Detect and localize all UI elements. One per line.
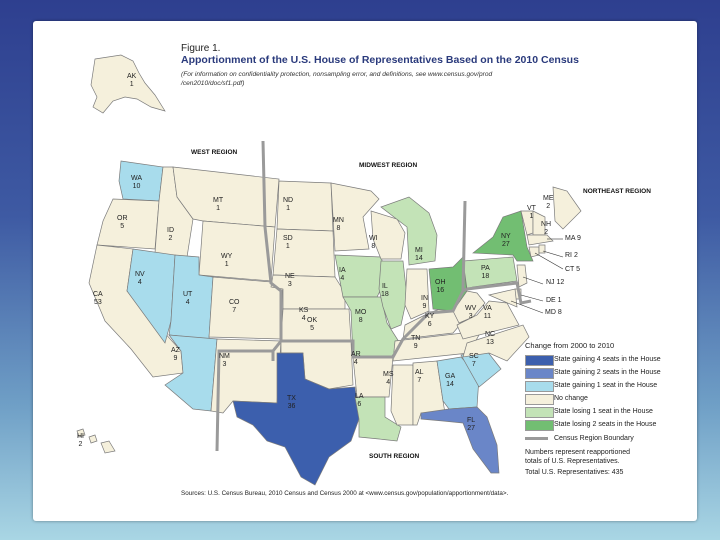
figure-note-line1: (For information on confidentiality protection, nonsampling error, and definitions, see www.census.gov/prod — [181, 71, 493, 78]
state-label-sc — [469, 353, 479, 369]
state-abbr: AR — [351, 351, 361, 358]
state-label-oh — [435, 279, 446, 295]
state-label-ms — [383, 371, 394, 387]
state-abbr: FL — [467, 417, 476, 424]
state-abbr: WI — [369, 235, 378, 242]
state-abbr: WY — [221, 253, 233, 260]
state-abbr: NC — [485, 331, 496, 338]
state-seats: 2 — [78, 441, 83, 448]
callout-label-de: DE 1 — [546, 297, 562, 304]
state-abbr: WA — [131, 175, 143, 182]
legend-item — [525, 407, 685, 416]
state-abbr: WV — [465, 305, 477, 312]
state-abbr: KY — [425, 313, 435, 320]
notes-line2: totals of U.S. Representatives. — [525, 458, 620, 465]
state-seats: 16 — [436, 287, 445, 294]
state-seats: 4 — [353, 359, 358, 366]
state-seats: 9 — [173, 355, 178, 362]
legend-item — [525, 381, 685, 390]
state-abbr: AL — [415, 369, 424, 376]
state-abbr: CA — [93, 291, 103, 298]
state-seats: 9 — [422, 303, 427, 310]
state-abbr: NV — [135, 271, 145, 278]
state-seats: 2 — [544, 229, 549, 236]
state-or — [97, 199, 159, 249]
state-seats: 27 — [467, 425, 475, 432]
state-label-az — [171, 347, 180, 363]
state-label-ny — [501, 233, 511, 249]
state-label-nh — [541, 221, 551, 237]
state-abbr: ID — [167, 227, 174, 234]
callout-label-ma: MA 9 — [565, 235, 581, 242]
state-abbr: HI — [77, 433, 84, 440]
state-seats: 14 — [446, 381, 454, 388]
region-northeast-label: NORTHEAST REGION — [583, 188, 651, 195]
state-seats: 53 — [93, 299, 102, 306]
state-label-ar — [351, 351, 361, 367]
source-line: Sources: U.S. Census Bureau, 2010 Census and Census 2000 at <www.census.gov/population/apportionment/data>. — [181, 490, 509, 497]
state-abbr: VA — [483, 305, 492, 312]
state-seats: 18 — [381, 291, 389, 298]
state-seats: 4 — [340, 275, 345, 282]
state-label-il — [381, 283, 389, 299]
state-label-sd — [283, 235, 293, 251]
region-south-label: SOUTH REGION — [369, 453, 420, 460]
state-abbr: IA — [339, 267, 346, 274]
state-seats: 9 — [413, 343, 418, 350]
state-abbr: OK — [307, 317, 318, 324]
state-label-me — [543, 195, 554, 211]
state-seats: 4 — [301, 315, 306, 322]
state-label-nv — [135, 271, 145, 287]
figure-label: Figure 1. — [181, 43, 221, 54]
state-seats: 36 — [287, 403, 296, 410]
state-label-nd — [283, 197, 293, 213]
state-label-ok — [307, 317, 317, 333]
state-seats: 6 — [427, 321, 432, 328]
region-west-label: WEST REGION — [191, 149, 238, 156]
state-abbr: MT — [213, 197, 224, 204]
legend-boundary-label: Census Region Boundary — [554, 435, 634, 442]
state-fl — [421, 407, 499, 473]
legend-swatch — [525, 368, 554, 379]
figure-title: Apportionment of the U.S. House of Representatives Based on the 2010 Census — [181, 54, 579, 66]
state-abbr: GA — [445, 373, 456, 380]
state-ri — [539, 245, 545, 253]
state-seats: 5 — [120, 223, 125, 230]
legend-boundary-line — [525, 437, 548, 440]
state-seats: 3 — [222, 361, 227, 368]
state-label-ia — [339, 267, 346, 283]
state-seats: 1 — [529, 213, 534, 220]
state-seats: 2 — [546, 203, 551, 210]
state-label-mo — [355, 309, 366, 325]
notes-line1: Numbers represent reapportioned — [525, 449, 631, 456]
state-label-mi — [415, 247, 423, 263]
state-seats: 4 — [386, 379, 391, 386]
state-label-ga — [445, 373, 455, 389]
state-label-wy — [221, 253, 232, 269]
state-label-ne — [285, 273, 295, 289]
state-label-fl — [467, 417, 475, 433]
map-figure-card — [33, 21, 697, 521]
state-label-mt — [213, 197, 223, 213]
region-midwest-label: MIDWEST REGION — [359, 162, 418, 169]
state-seats: 7 — [232, 307, 237, 314]
legend-item-label: No change — [554, 395, 588, 402]
state-abbr: AK — [127, 73, 137, 80]
state-ms — [391, 365, 413, 425]
legend-swatch — [525, 420, 554, 431]
state-abbr: AZ — [171, 347, 180, 354]
state-abbr: IN — [421, 295, 428, 302]
legend-swatch — [525, 355, 554, 366]
state-seats: 8 — [371, 243, 376, 250]
legend-item-label: State gaining 4 seats in the House — [554, 356, 661, 363]
state-label-in — [421, 295, 428, 311]
state-abbr: MN — [333, 217, 344, 224]
state-seats: 3 — [287, 281, 292, 288]
state-label-nm — [219, 353, 230, 369]
state-abbr: MS — [383, 371, 394, 378]
state-seats: 7 — [417, 377, 422, 384]
state-abbr: TX — [287, 395, 296, 402]
legend-item — [525, 368, 685, 377]
state-seats: 1 — [216, 205, 220, 212]
state-seats: 8 — [336, 225, 341, 232]
state-label-ut — [183, 291, 192, 307]
state-label-tn — [411, 335, 420, 351]
legend-item — [525, 420, 685, 429]
state-seats: 1 — [129, 81, 134, 88]
state-seats: 1 — [286, 205, 291, 212]
state-abbr: SC — [469, 353, 479, 360]
state-seats: 4 — [185, 299, 190, 306]
state-seats: 7 — [471, 361, 476, 368]
us-apportionment-map — [33, 21, 697, 521]
midwest-northeast-boundary — [463, 201, 465, 291]
state-label-co — [229, 299, 240, 315]
state-label-ky — [425, 313, 434, 329]
state-abbr: MO — [355, 309, 367, 316]
legend-item-label: State losing 1 seat in the House — [554, 408, 653, 415]
state-label-tx — [287, 395, 296, 411]
state-abbr: NY — [501, 233, 511, 240]
legend-item — [525, 355, 685, 364]
state-seats: 8 — [358, 317, 363, 324]
state-abbr: CO — [229, 299, 240, 306]
callout-label-nj: NJ 12 — [546, 279, 565, 286]
state-abbr: OH — [435, 279, 446, 286]
state-label-id — [167, 227, 174, 243]
legend-swatch — [525, 407, 554, 418]
state-seats: 4 — [137, 279, 142, 286]
state-seats: 3 — [468, 313, 473, 320]
figure-note-line2: /cen2010/doc/sf1.pdf) — [181, 80, 245, 87]
state-wy — [199, 221, 275, 281]
state-abbr: TN — [411, 335, 421, 342]
state-abbr: PA — [481, 265, 490, 272]
notes-total: Total U.S. Representatives: 435 — [525, 469, 624, 476]
state-seats: 1 — [285, 243, 290, 250]
state-abbr: ME — [543, 195, 554, 202]
state-ct — [529, 247, 539, 257]
state-abbr: UT — [183, 291, 193, 298]
state-label-vt — [527, 205, 536, 221]
state-seats: 5 — [310, 325, 315, 332]
state-label-wa — [131, 175, 142, 191]
state-label-va — [483, 305, 492, 321]
state-seats: 10 — [132, 183, 141, 190]
state-abbr: MI — [415, 247, 423, 254]
state-label-la — [355, 393, 364, 409]
state-abbr: ND — [283, 197, 294, 204]
state-label-mn — [333, 217, 344, 233]
state-seats: 6 — [357, 401, 362, 408]
state-label-nc — [485, 331, 495, 347]
state-in — [405, 269, 429, 319]
state-seats: 2 — [168, 235, 173, 242]
state-abbr: VT — [527, 205, 536, 212]
state-seats: 1 — [224, 261, 229, 268]
state-label-or — [117, 215, 128, 231]
legend-item-label: State losing 2 seats in the House — [554, 421, 657, 428]
state-seats: 18 — [481, 273, 490, 280]
state-abbr: NH — [541, 221, 552, 228]
state-label-ak — [127, 73, 136, 89]
state-abbr: IL — [381, 283, 388, 290]
callout-label-ri: RI 2 — [565, 252, 578, 259]
legend-boundary-row — [525, 434, 685, 443]
callout-label-ct: CT 5 — [565, 266, 581, 273]
legend-item — [525, 394, 685, 403]
state-seats: 13 — [486, 339, 494, 346]
state-label-pa — [481, 265, 490, 281]
state-abbr: OR — [117, 215, 128, 222]
state-abbr: NE — [285, 273, 295, 280]
state-label-wv — [465, 305, 476, 321]
state-me — [553, 187, 581, 229]
state-seats: 14 — [415, 255, 423, 262]
state-label-wi — [369, 235, 378, 251]
legend-title: Change from 2000 to 2010 — [525, 341, 615, 350]
state-abbr: SD — [283, 235, 293, 242]
state-seats: 11 — [483, 313, 492, 320]
legend-swatch — [525, 394, 554, 405]
state-label-hi — [77, 433, 84, 449]
legend-swatch — [525, 381, 554, 392]
legend-item-label: State gaining 2 seats in the House — [554, 369, 661, 376]
callout-label-md: MD 8 — [545, 309, 562, 316]
state-label-ca — [93, 291, 103, 307]
state-seats: 27 — [501, 241, 510, 248]
state-abbr: KS — [299, 307, 309, 314]
legend-item-label: State gaining 1 seat in the House — [554, 382, 658, 389]
state-abbr: NM — [219, 353, 230, 360]
state-label-al — [415, 369, 424, 385]
state-abbr: LA — [355, 393, 364, 400]
